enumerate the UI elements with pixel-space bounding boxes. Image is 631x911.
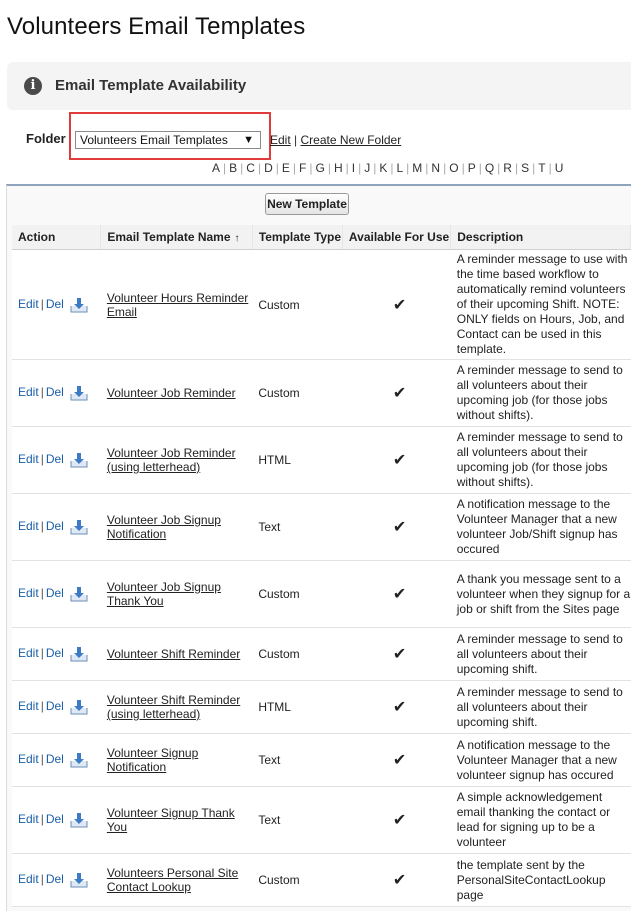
checkmark-icon: ✔	[392, 586, 407, 603]
alphabet-separator: |	[406, 161, 410, 175]
alphabet-letter[interactable]: B	[229, 161, 238, 175]
template-name-cell	[101, 628, 252, 681]
folder-select-value: Volunteers Email Templates	[80, 133, 228, 147]
alphabet-letter[interactable]: S	[521, 161, 530, 175]
column-header-action: Action	[12, 225, 101, 250]
template-name-cell	[101, 250, 252, 360]
alphabet-separator: |	[532, 161, 536, 175]
table-row	[12, 494, 631, 561]
alphabet-separator: |	[461, 161, 465, 175]
delete-link[interactable]: Del	[45, 586, 64, 601]
alphabet-separator: |	[223, 161, 227, 175]
row-actions	[12, 561, 101, 628]
template-name-cell	[101, 854, 252, 907]
new-template-button[interactable]: New Template	[265, 193, 349, 215]
checkmark-icon: ✔	[392, 812, 407, 829]
template-type-cell: Custom	[252, 628, 342, 681]
checkmark-icon: ✔	[392, 699, 407, 716]
row-actions	[12, 787, 101, 854]
template-type-cell: Text	[252, 734, 342, 787]
description-cell: A notification message to the Volunteer Manager that a new volunteer signup has occured	[451, 734, 631, 787]
alphabet-letter[interactable]: J	[364, 161, 371, 175]
download-icon[interactable]	[70, 452, 88, 468]
availability-label: Email Template Availability	[55, 77, 247, 94]
alphabet-letter[interactable]: K	[379, 161, 388, 175]
table-row	[12, 561, 631, 628]
template-type-cell: HTML	[252, 427, 342, 494]
row-actions	[12, 628, 101, 681]
template-type-cell: Custom	[252, 360, 342, 427]
download-icon[interactable]	[70, 519, 88, 535]
available-cell	[342, 427, 450, 494]
alphabet-separator: |	[443, 161, 447, 175]
alphabet-letter[interactable]: P	[467, 161, 476, 175]
description-cell: A reminder message to send to all volunteers about their upcoming job (for those jobs without shifts).	[451, 427, 631, 494]
row-actions	[12, 494, 101, 561]
edit-link[interactable]: Edit	[18, 519, 39, 534]
checkmark-icon: ✔	[392, 519, 407, 536]
row-actions	[12, 681, 101, 734]
template-name-cell	[101, 561, 252, 628]
delete-link[interactable]: Del	[45, 646, 64, 661]
alphabet-letter[interactable]: F	[299, 161, 307, 175]
edit-link[interactable]: Edit	[18, 296, 39, 311]
template-name-cell	[101, 734, 252, 787]
column-header-description[interactable]: Description	[451, 225, 631, 250]
column-header-name-label: Email Template Name	[107, 230, 231, 244]
column-header-name[interactable]	[101, 225, 252, 250]
alphabet-separator: |	[478, 161, 482, 175]
edit-link[interactable]: Edit	[18, 586, 39, 601]
table-row	[12, 734, 631, 787]
table-row	[12, 250, 631, 360]
sort-ascending-icon: ↑	[234, 233, 240, 244]
template-name-link[interactable]: Volunteer Job Signup Notification	[106, 513, 221, 541]
alphabet-letter[interactable]: N	[431, 161, 441, 175]
delete-link[interactable]: Del	[45, 385, 64, 400]
template-type-cell: Custom	[252, 854, 342, 907]
action-separator: |	[40, 586, 44, 601]
row-actions	[12, 734, 101, 787]
alphabet-letter[interactable]: G	[315, 161, 325, 175]
alphabet-separator: |	[425, 161, 429, 175]
template-name-link[interactable]: Volunteers Personal Site Contact Lookup	[106, 866, 239, 894]
template-type-cell: HTML	[252, 681, 342, 734]
alphabet-letter[interactable]: Q	[484, 161, 495, 175]
column-header-available[interactable]: Available For Use	[342, 225, 450, 250]
template-name-link[interactable]: Volunteer Shift Reminder (using letterhead)	[106, 693, 241, 721]
delete-link[interactable]: Del	[45, 812, 64, 827]
page-title: Volunteers Email Templates	[7, 13, 306, 40]
template-name-link[interactable]: Volunteer Job Reminder	[106, 386, 236, 400]
available-cell	[342, 250, 450, 360]
alphabet-separator: |	[514, 161, 519, 175]
available-cell	[342, 494, 450, 561]
alphabet-letter[interactable]: D	[264, 161, 273, 175]
alphabet-letter[interactable]: O	[449, 161, 459, 175]
edit-link[interactable]: Edit	[18, 646, 39, 661]
create-new-folder-link[interactable]: Create New Folder	[300, 133, 402, 147]
template-name-cell	[101, 494, 252, 561]
edit-link[interactable]: Edit	[18, 699, 39, 714]
download-icon[interactable]	[70, 752, 88, 768]
alphabet-letter[interactable]: L	[396, 161, 404, 175]
alphabet-separator: |	[373, 161, 377, 175]
delete-link[interactable]: Del	[45, 699, 64, 714]
action-separator: |	[40, 452, 44, 467]
row-actions	[12, 854, 101, 907]
folder-links	[270, 133, 401, 147]
alphabet-separator: |	[292, 161, 297, 175]
template-name-link[interactable]: Volunteer Hours Reminder Email	[106, 290, 249, 319]
checkmark-icon: ✔	[392, 452, 407, 469]
description-cell: the template sent by the PersonalSiteContactLookup page	[451, 854, 631, 907]
column-header-type[interactable]: Template Type	[252, 225, 342, 250]
description-cell: A reminder message to use with the time based workflow to automatically remind volunteers of their upcoming Shift. NOTE: ONLY fields on Hours, Job, and Contact can be used in this template.	[451, 250, 631, 360]
template-name-cell	[101, 787, 252, 854]
alphabet-separator: |	[275, 161, 279, 175]
alphabet-separator: |	[358, 161, 362, 175]
alphabet-letter[interactable]: M	[412, 161, 423, 175]
table-header-row	[12, 225, 631, 250]
download-icon[interactable]	[70, 646, 88, 662]
template-type-cell: Custom	[252, 561, 342, 628]
alphabet-separator: |	[327, 161, 331, 175]
availability-panel	[7, 62, 631, 110]
template-name-cell	[101, 681, 252, 734]
description-cell: A reminder message to send to all volunteers about their upcoming shift.	[451, 681, 631, 734]
templates-table	[12, 225, 631, 907]
template-name-link[interactable]: Volunteer Job Signup Thank You	[106, 580, 221, 608]
edit-link[interactable]: Edit	[18, 452, 39, 467]
template-name-link[interactable]: Volunteer Job Reminder (using letterhead)	[106, 446, 236, 474]
action-separator: |	[40, 752, 44, 767]
checkmark-icon: ✔	[392, 646, 407, 663]
table-row	[12, 427, 631, 494]
table-row	[12, 681, 631, 734]
folder-select[interactable]	[75, 131, 261, 149]
checkmark-icon: ✔	[392, 872, 407, 889]
download-icon[interactable]	[70, 812, 88, 828]
alphabet-letter[interactable]: H	[333, 161, 343, 175]
available-cell	[342, 734, 450, 787]
chevron-down-icon: ▼	[243, 134, 254, 146]
available-cell	[342, 628, 450, 681]
available-cell	[342, 681, 450, 734]
row-actions	[12, 250, 101, 360]
delete-link[interactable]: Del	[45, 872, 64, 887]
edit-link[interactable]: Edit	[18, 812, 39, 827]
available-cell	[342, 561, 450, 628]
action-separator: |	[40, 872, 44, 887]
alphabet-separator: |	[240, 161, 244, 175]
action-separator: |	[40, 296, 44, 311]
table-row	[12, 854, 631, 907]
table-row	[12, 787, 631, 854]
template-type-cell: Text	[252, 787, 342, 854]
description-cell: A simple acknowledgement email thanking the contact or lead for signing up to be a volunteer	[451, 787, 631, 854]
checkmark-icon: ✔	[392, 296, 407, 314]
alphabet-letter[interactable]: A	[212, 161, 221, 175]
alphabet-separator: |	[345, 161, 349, 175]
edit-link[interactable]: Edit	[18, 385, 39, 400]
available-cell	[342, 360, 450, 427]
action-separator: |	[40, 812, 44, 827]
alphabet-letter[interactable]: C	[246, 161, 255, 175]
checkmark-icon: ✔	[392, 385, 407, 402]
table-row	[12, 628, 631, 681]
edit-link[interactable]: Edit	[18, 872, 39, 887]
description-cell: A notification message to the Volunteer Manager that a new volunteer Job/Shift signup has occured	[451, 494, 631, 561]
alphabet-letter[interactable]: E	[281, 161, 290, 175]
action-separator: |	[40, 385, 44, 400]
available-cell	[342, 787, 450, 854]
alphabet-separator: |	[548, 161, 552, 175]
alphabet-letter[interactable]: R	[503, 161, 512, 175]
template-type-cell: Text	[252, 494, 342, 561]
available-cell	[342, 854, 450, 907]
download-icon[interactable]	[70, 586, 88, 602]
delete-link[interactable]: Del	[45, 296, 64, 311]
template-name-cell	[101, 427, 252, 494]
description-cell: A thank you message sent to a volunteer when they signup for a job or shift from the Sites page	[451, 561, 631, 628]
delete-link[interactable]: Del	[45, 752, 64, 767]
download-icon[interactable]	[70, 297, 88, 313]
folder-label: Folder	[26, 131, 66, 146]
download-icon[interactable]	[70, 699, 88, 715]
table-row	[12, 360, 631, 427]
description-cell: A reminder message to send to all volunteers about their upcoming shift.	[451, 628, 631, 681]
info-icon: i	[24, 77, 42, 95]
alphabet-separator: |	[497, 161, 501, 175]
alphabet-letter[interactable]: T	[538, 161, 546, 175]
template-type-cell: Custom	[252, 250, 342, 360]
alphabet-filter	[212, 161, 563, 175]
alphabet-separator: |	[257, 161, 262, 175]
action-separator: |	[40, 699, 44, 714]
alphabet-separator: |	[390, 161, 394, 175]
row-actions	[12, 427, 101, 494]
download-icon[interactable]	[70, 385, 88, 401]
template-name-link[interactable]: Volunteer Signup Thank You	[106, 806, 235, 834]
action-separator: |	[40, 519, 44, 534]
row-actions	[12, 360, 101, 427]
checkmark-icon: ✔	[392, 752, 407, 769]
folder-links-separator: |	[294, 133, 298, 147]
edit-folder-link[interactable]: Edit	[270, 133, 291, 147]
delete-link[interactable]: Del	[45, 519, 64, 534]
alphabet-letter[interactable]: U	[554, 161, 564, 175]
download-icon[interactable]	[70, 872, 88, 888]
template-name-link[interactable]: Volunteer Shift Reminder	[106, 647, 241, 661]
template-name-link[interactable]: Volunteer Signup Notification	[106, 746, 199, 774]
description-cell: A reminder message to send to all volunteers about their upcoming job (for those jobs without shifts).	[451, 360, 631, 427]
alphabet-letter[interactable]: I	[351, 161, 356, 175]
template-name-cell	[101, 360, 252, 427]
alphabet-separator: |	[309, 161, 313, 175]
delete-link[interactable]: Del	[45, 452, 64, 467]
action-separator: |	[40, 646, 44, 661]
edit-link[interactable]: Edit	[18, 752, 39, 767]
